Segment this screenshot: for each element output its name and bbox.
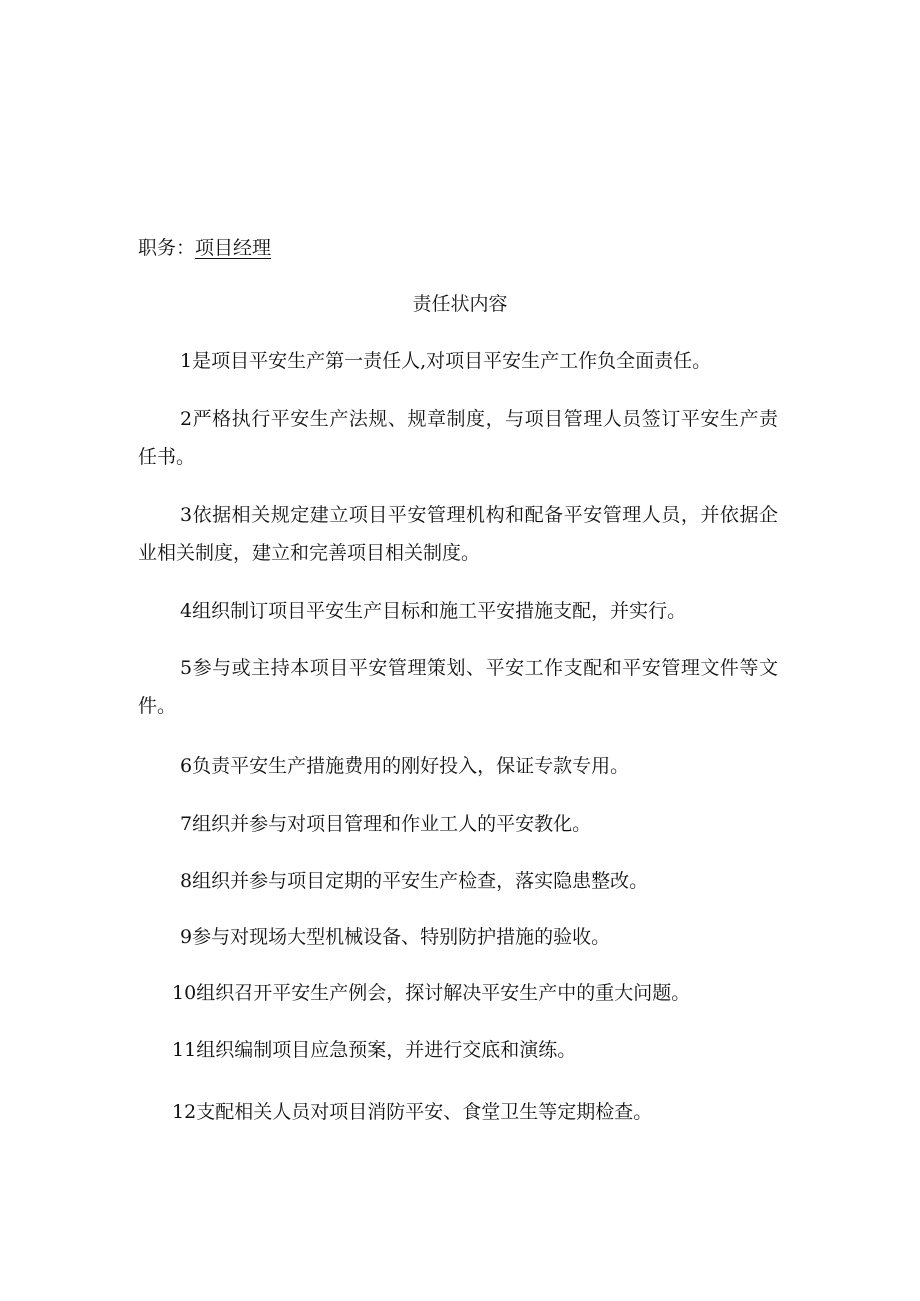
item-text: 参与对现场大型机械设备、特别防护措施的验收。: [192, 926, 611, 948]
document-title: 责任状内容: [412, 293, 508, 315]
item-text: 负责平安生产措施费用的刚好投入，保证专款专用。: [192, 755, 630, 777]
item-number: 10: [172, 982, 197, 1004]
post-label: 职务：: [138, 237, 196, 259]
item-number: 7: [180, 813, 193, 835]
list-item: [138, 1093, 778, 1131]
item-number: 12: [172, 1101, 197, 1123]
item-text: 组织召开平安生产例会，探讨解决平安生产中的重大问题。: [196, 982, 691, 1004]
item-number: 6: [180, 755, 193, 777]
item-number: 3: [180, 504, 193, 526]
item-text: 严格执行平安生产法规、规章制度，与项目管理人员签订平安生产责任书。: [138, 408, 778, 468]
item-number: 8: [180, 870, 193, 892]
item-number: 5: [180, 657, 193, 679]
list-item: [138, 496, 778, 572]
item-text: 依据相关规定建立项目平安管理机构和配备平安管理人员，并依据企业相关制度，建立和完善项目相关制度。: [138, 504, 778, 564]
item-text: 组织并参与项目定期的平安生产检查，落实隐患整改。: [192, 870, 649, 892]
post-line: [138, 232, 271, 264]
item-text: 组织编制项目应急预案，并进行交底和演练。: [196, 1039, 577, 1061]
item-text: 是项目平安生产第一责任人,对项目平安生产工作负全面责任。: [192, 350, 712, 372]
list-item: [138, 342, 778, 380]
item-number: 11: [172, 1039, 197, 1061]
post-value: 项目经理: [195, 237, 272, 259]
list-item: [138, 1031, 778, 1069]
list-item: [138, 862, 778, 900]
item-number: 4: [180, 600, 193, 622]
list-item: [138, 592, 778, 630]
list-item: [138, 805, 778, 843]
item-text: 组织制订项目平安生产目标和施工平安措施支配，并实行。: [192, 600, 687, 622]
item-text: 组织并参与对项目管理和作业工人的平安教化。: [192, 813, 592, 835]
list-item: [138, 400, 778, 476]
list-item: [138, 918, 778, 956]
item-number: 2: [180, 408, 193, 430]
list-item: [138, 649, 778, 725]
item-number: 9: [180, 926, 193, 948]
list-item: [138, 974, 778, 1012]
item-text: 参与或主持本项目平安管理策划、平安工作支配和平安管理文件等文件。: [138, 657, 778, 717]
item-number: 1: [180, 350, 193, 372]
list-item: [138, 747, 778, 785]
item-text: 支配相关人员对项目消防平安、食堂卫生等定期检查。: [196, 1101, 653, 1123]
